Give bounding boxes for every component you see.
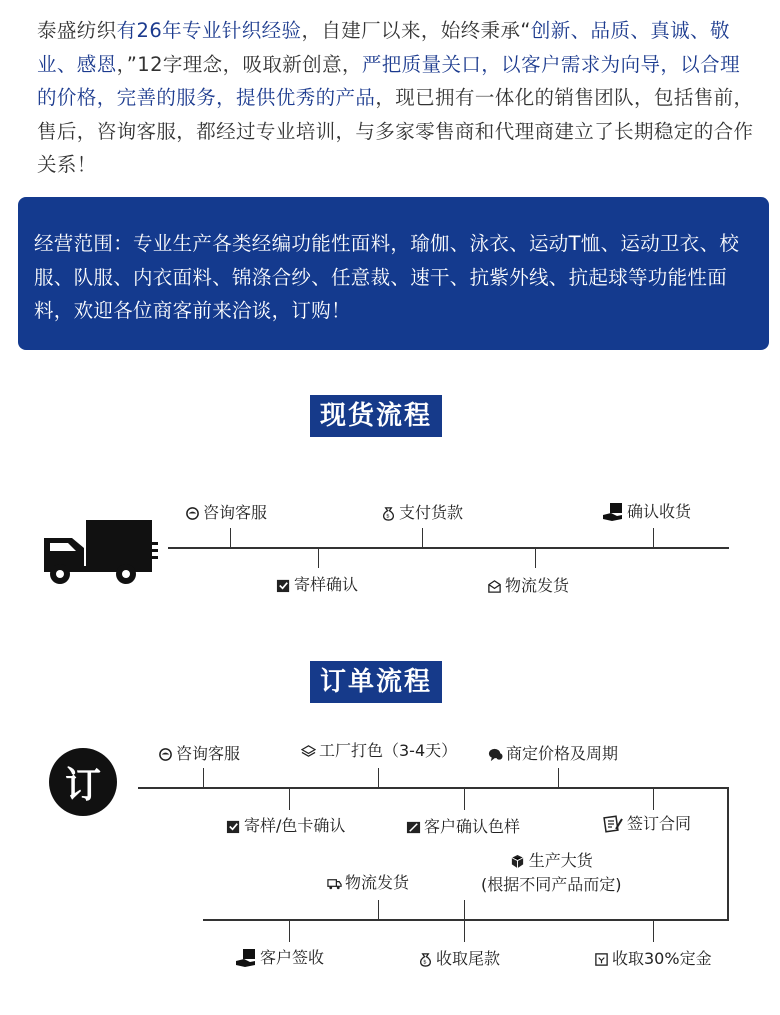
order-step-balance: $ 收取尾款 [417, 949, 500, 969]
layers-icon [300, 743, 316, 759]
intro-highlight-text: 严把质量关口，以客户需求为向导，以合理的价格，完善的服务，提供优秀的产品 [37, 52, 740, 109]
deposit-icon [593, 951, 609, 967]
stock-step-receive: 确认收货 [602, 501, 691, 523]
order-step-sign: 客户签收 [235, 947, 324, 969]
order-step-consult: 咨询客服 [157, 744, 240, 764]
tick [230, 528, 231, 548]
intro-text: ，现已拥有一体化的销售团队，包括售前，售后，咨询客服，都经过专业培训，与多家零售商和代理商建立了长期稳定的合作关系！ [37, 86, 754, 176]
tick [289, 788, 290, 810]
svg-text:$: $ [385, 513, 390, 520]
tick [535, 548, 536, 568]
business-scope-text: 经营范围：专业生产各类经编功能性面料，瑜伽、泳衣、运动T恤、运动卫衣、校服、队服、内衣面料、锦涤合纱、任意裁、速干、抗紫外线、抗起球等功能性面料，欢迎各位商客前来洽谈，订购！ [34, 232, 740, 322]
intro-paragraph [37, 14, 757, 182]
order-step-confirm-color: 客户确认色样 [405, 817, 520, 837]
tick [203, 768, 204, 788]
order-step-negotiate: 商定价格及周期 [487, 744, 618, 764]
order-timeline-row1 [138, 787, 728, 789]
tick [464, 920, 465, 942]
order-timeline-connector [727, 787, 729, 921]
checkbox-icon [275, 577, 291, 593]
intro-highlight-text: 有26年专业针织经验 [116, 19, 302, 42]
stock-timeline [168, 547, 729, 549]
package-icon [486, 578, 502, 594]
delivery-truck-icon [42, 518, 160, 588]
tick [378, 768, 379, 788]
hand-receive-icon [235, 947, 257, 969]
tick [558, 768, 559, 788]
intro-text: ，自建厂以来，始终秉承“ [301, 19, 531, 42]
hand-receive-icon [602, 501, 624, 523]
tick [378, 900, 379, 920]
order-step-deposit: 收取30%定金 [593, 949, 712, 969]
speech-icon [487, 746, 503, 762]
tick [653, 788, 654, 810]
money-bag-icon [380, 505, 396, 521]
chat-icon [157, 746, 173, 762]
truck-small-icon [326, 875, 342, 891]
order-step-sample: 寄样/色卡确认 [225, 816, 345, 836]
order-badge-icon: 订 [49, 748, 117, 816]
intro-text: ，”12字理念，吸取新创意， [116, 52, 362, 76]
stock-process-title: 现货流程 [310, 395, 442, 437]
chat-icon [184, 505, 200, 521]
contract-icon [602, 816, 624, 832]
order-step-produce: 生产大货 (根据不同产品而定) [481, 851, 622, 894]
tick [422, 528, 423, 548]
stock-step-sample: 寄样确认 [275, 575, 358, 595]
business-scope-box [18, 197, 769, 350]
checkbox-icon [225, 818, 241, 834]
tick [464, 900, 465, 920]
intro-text: 泰盛纺织 [37, 19, 117, 42]
order-step-dye: 工厂打色（3-4天） [300, 741, 457, 761]
order-step-contract: 签订合同 [602, 814, 691, 834]
svg-text:$: $ [422, 959, 427, 966]
intro-highlight-text: 创新、品质、真诚、敬业、感恩 [37, 19, 730, 76]
money-bag-icon [417, 951, 433, 967]
stock-step-ship: 物流发货 [486, 576, 569, 596]
tick [318, 548, 319, 568]
tick [289, 920, 290, 942]
tick [464, 788, 465, 810]
stock-step-pay: $ 支付货款 [380, 503, 463, 523]
order-step-ship: 物流发货 [326, 873, 409, 893]
image-check-icon [405, 819, 421, 835]
tick [653, 920, 654, 942]
cube-icon [510, 853, 526, 869]
order-process-title: 订单流程 [310, 661, 442, 703]
stock-step-consult: 咨询客服 [184, 503, 267, 523]
order-timeline-row2 [203, 919, 729, 921]
tick [653, 528, 654, 548]
